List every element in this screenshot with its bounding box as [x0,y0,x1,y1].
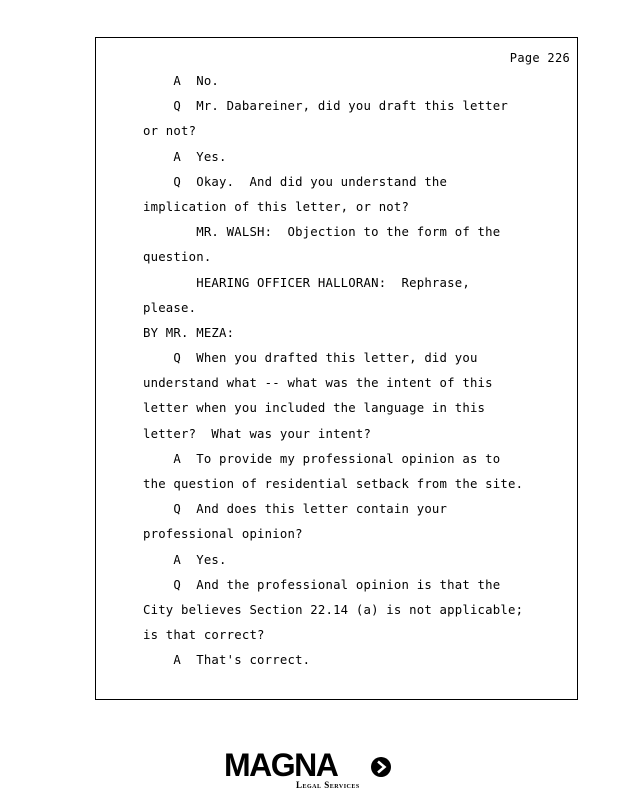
transcript-line: A Yes. [143,552,227,567]
transcript-line: Q And the professional opinion is that the [143,577,501,592]
transcript-line: BY MR. MEZA: [143,325,235,340]
transcript-line: professional opinion? [143,527,303,542]
transcript-line: or not? [143,124,197,139]
transcript-line: A To provide my professional opinion as to [143,451,501,466]
page-number: Page 226 [509,51,570,65]
transcript-line: Q And does this letter contain your [143,502,448,517]
transcript-line: HEARING OFFICER HALLORAN: Rephrase, [143,275,470,290]
logo-tagline: Legal Services [296,780,360,790]
transcript-page [95,37,578,700]
transcript-line: implication of this letter, or not? [143,199,410,214]
transcript-line: Q When you drafted this letter, did you [143,351,478,366]
transcript-line: is that correct? [143,628,265,643]
magna-logo [224,748,404,794]
transcript-line: A That's correct. [143,653,311,668]
transcript-line: A No. [143,74,220,88]
transcript-line: the question of residential setback from the site. [143,477,524,491]
arrow-circle-icon [370,756,392,778]
transcript-line: letter when you included the language in this [143,401,486,416]
logo-wordmark: MAGNA [224,747,338,783]
transcript-lines [143,72,573,677]
transcript-line: Q Mr. Dabareiner, did you draft this letter [143,99,508,114]
transcript-line: please. [143,300,197,315]
transcript-line: understand what -- what was the intent of this [143,376,493,391]
transcript-line: Q Okay. And did you understand the [143,174,448,189]
transcript-line: question. [143,250,212,265]
transcript-line: City believes Section 22.14 (a) is not applicable; [143,602,524,617]
transcript-line: MR. WALSH: Objection to the form of the [143,225,501,240]
transcript-line: A Yes. [143,149,227,164]
transcript-line: letter? What was your intent? [143,426,372,441]
